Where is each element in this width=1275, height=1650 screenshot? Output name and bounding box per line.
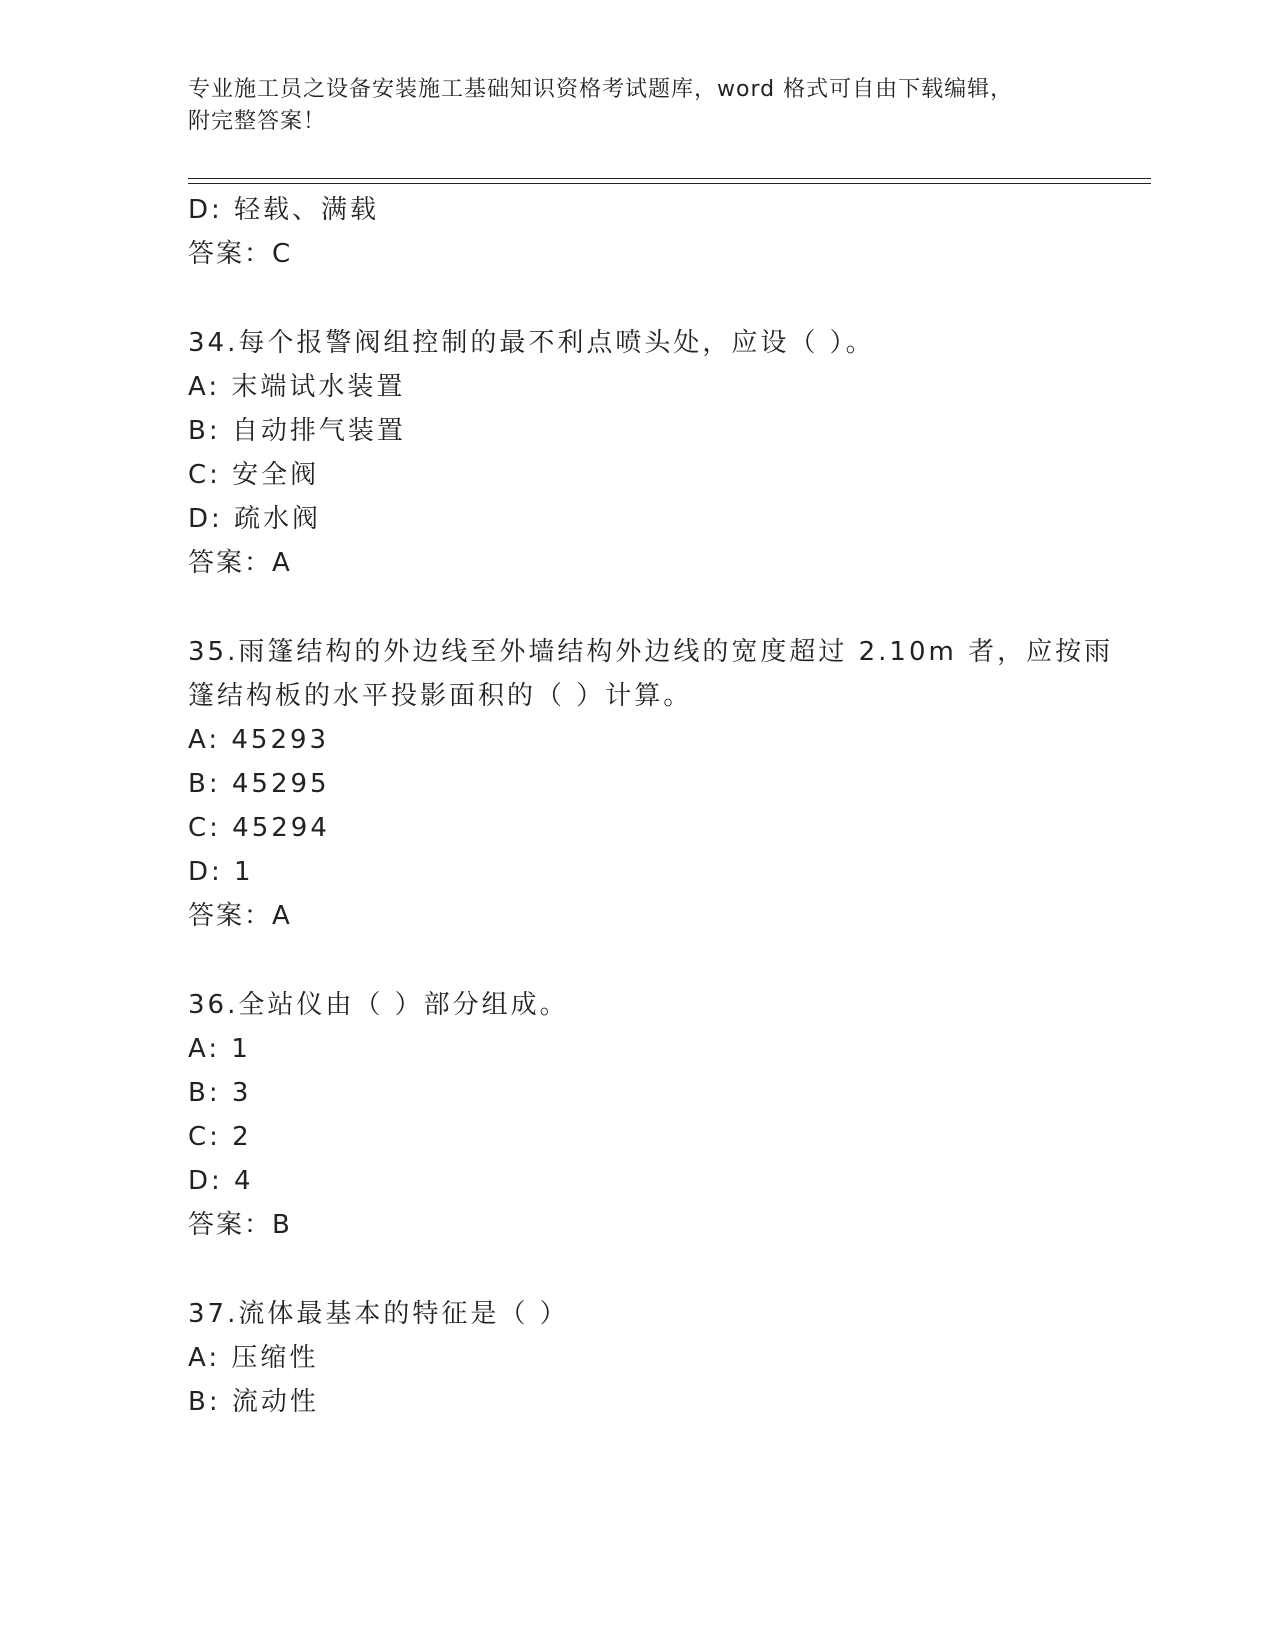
q34-question: 34.每个报警阀组控制的最不利点喷头处，应设（ ）。	[188, 328, 875, 358]
q35-question-line-2: 篷结构板的水平投影面积的（ ）计算。	[188, 681, 693, 711]
document-header	[188, 74, 1088, 138]
q35-option-b: B: 45295	[188, 769, 330, 799]
q34-option-a: A: 末端试水装置	[188, 372, 406, 402]
q34-answer: 答案：A	[188, 548, 292, 578]
q35-question-line-1: 35.雨篷结构的外边线至外墙结构外边线的宽度超过 2.10m 者，应按雨	[188, 637, 1114, 667]
q34-option-c: C: 安全阀	[188, 460, 320, 490]
header-divider-bottom	[188, 183, 1151, 184]
q35-option-a: A: 45293	[188, 725, 330, 755]
header-divider-top	[188, 178, 1151, 179]
q34-option-b: B: 自动排气装置	[188, 416, 406, 446]
q33-option-d: D: 轻载、满载	[188, 195, 380, 225]
q33-answer: 答案：C	[188, 239, 293, 269]
q36-question: 36.全站仪由（ ）部分组成。	[188, 990, 569, 1020]
q36-answer: 答案：B	[188, 1210, 292, 1240]
q35-answer: 答案：A	[188, 901, 292, 931]
q37-option-b: B: 流动性	[188, 1387, 319, 1417]
q37-question: 37.流体最基本的特征是（ ）	[188, 1299, 569, 1329]
header-line-1: 专业施工员之设备安装施工基础知识资格考试题库，word 格式可自由下载编辑，	[188, 77, 1014, 102]
q36-option-a: A: 1	[188, 1034, 251, 1064]
q35-option-d: D: 1	[188, 857, 254, 887]
q36-option-b: B: 3	[188, 1078, 252, 1108]
q36-option-c: C: 2	[188, 1122, 252, 1152]
q35-option-c: C: 45294	[188, 813, 330, 843]
header-line-2: 附完整答案！	[188, 109, 327, 134]
q34-option-d: D: 疏水阀	[188, 504, 322, 534]
q36-option-d: D: 4	[188, 1166, 254, 1196]
q37-option-a: A: 压缩性	[188, 1343, 319, 1373]
